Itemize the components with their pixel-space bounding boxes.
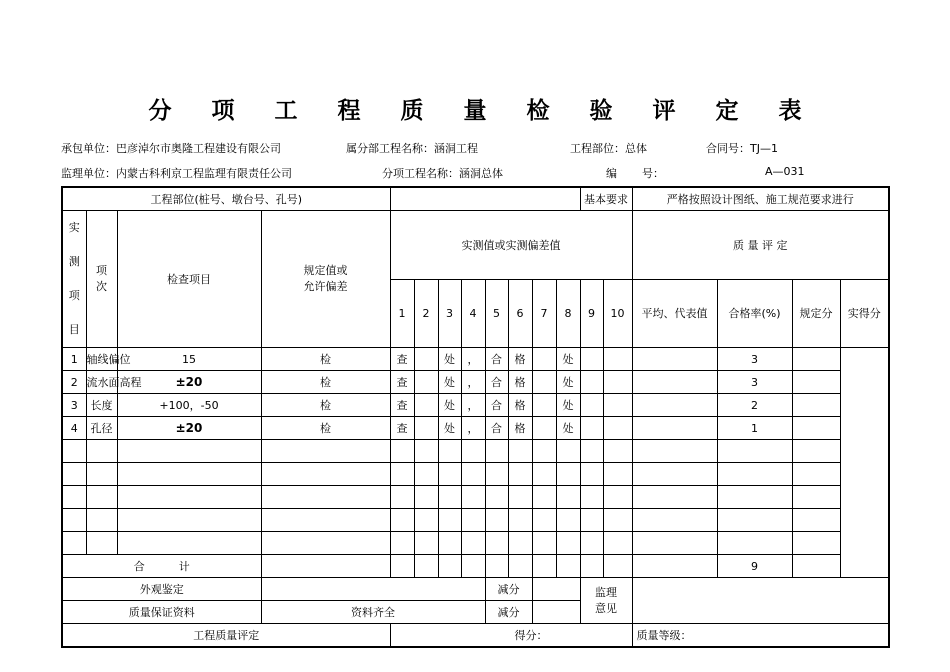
empty-cell <box>792 486 840 509</box>
item-name-field: 分项工程名称：涵洞总体 <box>382 167 503 180</box>
empty-row <box>62 463 889 486</box>
empty-cell <box>556 463 580 486</box>
item-no: 4 <box>62 417 86 440</box>
score-cell: 得分： <box>390 624 632 648</box>
empty-cell <box>390 440 414 463</box>
col-header: 3 <box>438 279 461 348</box>
spec-score-cell: 2 <box>717 394 792 417</box>
empty-cell <box>792 509 840 532</box>
empty-cell <box>508 486 532 509</box>
empty-cell <box>414 486 438 509</box>
measured-cell: 合 <box>485 417 508 440</box>
measured-cell <box>532 348 556 371</box>
spec-score-cell: 3 <box>717 348 792 371</box>
quality-table <box>61 186 890 648</box>
measured-cell: 检 <box>261 348 390 371</box>
measured-cell <box>532 417 556 440</box>
empty-cell <box>485 463 508 486</box>
empty-cell <box>556 440 580 463</box>
empty-cell <box>117 509 261 532</box>
measured-cell: 查 <box>390 348 414 371</box>
supervision-value <box>632 578 889 624</box>
spec-value: ±20 <box>117 371 261 394</box>
empty-cell <box>390 486 414 509</box>
empty-cell <box>508 463 532 486</box>
qa-docs-label: 质量保证资料 <box>62 601 261 624</box>
empty-cell <box>532 463 556 486</box>
table-row <box>62 348 889 371</box>
empty-cell <box>508 532 532 555</box>
spec-value: ±20 <box>117 417 261 440</box>
col-header: 1 <box>390 279 414 348</box>
table-row <box>62 394 889 417</box>
empty-row <box>62 532 889 555</box>
empty-cell <box>414 509 438 532</box>
empty-cell <box>603 463 632 486</box>
empty-cell <box>556 532 580 555</box>
empty-cell <box>414 532 438 555</box>
basic-req-value: 严格按照设计图纸、施工规范要求进行 <box>632 187 889 211</box>
empty-cell <box>603 440 632 463</box>
spec-score-header: 规定分 <box>792 279 840 348</box>
code-value: A—031 <box>765 165 805 178</box>
code-label-2: 号： <box>642 167 664 180</box>
avg-cell <box>603 348 632 371</box>
empty-cell <box>603 509 632 532</box>
measured-cell: 处 <box>438 348 461 371</box>
measured-cell <box>580 417 603 440</box>
measured-cell: 格 <box>508 394 532 417</box>
measured-cell: 处 <box>556 394 580 417</box>
empty-cell <box>717 440 792 463</box>
empty-cell <box>461 509 485 532</box>
empty-cell <box>532 486 556 509</box>
check-item-name: 孔径 <box>86 417 117 440</box>
spec-value: +100，-50 <box>117 394 261 417</box>
check-item-header: 检查项目 <box>117 211 261 348</box>
empty-cell <box>117 463 261 486</box>
pass-rate-cell <box>632 417 717 440</box>
measured-cell <box>414 417 438 440</box>
actual-score-cell <box>792 417 840 440</box>
code-label: 编 <box>606 167 617 180</box>
empty-cell <box>532 509 556 532</box>
empty-cell <box>62 532 86 555</box>
empty-cell <box>485 532 508 555</box>
part-label: 工程部位(桩号、墩台号、孔号) <box>62 187 390 211</box>
empty-cell <box>461 486 485 509</box>
avg-cell <box>603 394 632 417</box>
grade-cell: 质量等级： <box>632 624 889 648</box>
measured-cell: 合 <box>485 348 508 371</box>
empty-cell <box>532 440 556 463</box>
avg-cell <box>603 371 632 394</box>
supervision-label: 监理 意见 <box>580 578 632 624</box>
pass-rate-cell <box>632 348 717 371</box>
empty-cell <box>632 486 717 509</box>
measured-cell: 检 <box>261 371 390 394</box>
spec-score-cell: 3 <box>717 371 792 394</box>
measured-header: 实测值或实测偏差值 <box>390 211 632 280</box>
col-header: 5 <box>485 279 508 348</box>
empty-cell <box>556 509 580 532</box>
empty-cell <box>485 509 508 532</box>
deduct-label-1: 减分 <box>485 578 532 601</box>
empty-cell <box>508 509 532 532</box>
empty-cell <box>632 463 717 486</box>
measured-cell: 合 <box>485 394 508 417</box>
measured-cell: 检 <box>261 417 390 440</box>
measured-cell: 查 <box>390 371 414 394</box>
empty-cell <box>86 440 117 463</box>
empty-cell <box>632 532 717 555</box>
measured-cell: ， <box>461 371 485 394</box>
col-header: 2 <box>414 279 438 348</box>
empty-cell <box>62 463 86 486</box>
measured-cell <box>580 348 603 371</box>
empty-cell <box>580 440 603 463</box>
empty-cell <box>86 509 117 532</box>
col-header: 6 <box>508 279 532 348</box>
rating-label: 工程质量评定 <box>62 624 390 648</box>
col-header: 4 <box>461 279 485 348</box>
empty-cell <box>532 532 556 555</box>
empty-cell <box>580 532 603 555</box>
measured-cell: 处 <box>438 394 461 417</box>
empty-cell <box>438 440 461 463</box>
check-item-name: 流水面高程 <box>86 371 117 394</box>
empty-cell <box>792 440 840 463</box>
table-row <box>62 371 889 394</box>
empty-cell <box>438 532 461 555</box>
col-header: 9 <box>580 279 603 348</box>
actual-score-header: 实得分 <box>840 279 889 348</box>
sub-project-field: 属分部工程名称：涵洞工程 <box>346 142 478 155</box>
basic-req-label: 基本要求 <box>580 187 632 211</box>
empty-cell <box>117 486 261 509</box>
measured-cell: 处 <box>438 417 461 440</box>
spec-score-cell: 1 <box>717 417 792 440</box>
pass-rate-cell <box>632 371 717 394</box>
empty-cell <box>438 463 461 486</box>
empty-cell <box>717 532 792 555</box>
empty-cell <box>117 440 261 463</box>
empty-cell <box>86 532 117 555</box>
total-score: 9 <box>717 555 792 578</box>
measured-cell: 处 <box>556 417 580 440</box>
empty-cell <box>603 532 632 555</box>
contractor-field: 承包单位：巴彦淖尔市奥隆工程建设有限公司 <box>61 142 281 155</box>
measured-cell <box>414 371 438 394</box>
appearance-label: 外观鉴定 <box>62 578 261 601</box>
measured-cell: 处 <box>556 348 580 371</box>
empty-cell <box>438 486 461 509</box>
spec-value: 15 <box>117 348 261 371</box>
contract-no-field: 合同号：TJ—1 <box>706 142 778 155</box>
col-header: 10 <box>603 279 632 348</box>
empty-cell <box>580 486 603 509</box>
part-value <box>390 187 580 211</box>
measured-cell: 查 <box>390 417 414 440</box>
empty-cell <box>390 463 414 486</box>
measured-cell: 合 <box>485 371 508 394</box>
pass-rate-header: 合格率(%) <box>717 279 792 348</box>
avg-header: 平均、代表值 <box>632 279 717 348</box>
empty-cell <box>261 509 390 532</box>
measured-cell <box>532 394 556 417</box>
document-title: 分 项 工 程 质 量 检 验 评 定 表 <box>148 97 818 124</box>
measured-cell <box>580 371 603 394</box>
empty-cell <box>717 463 792 486</box>
deduct-label-2: 减分 <box>485 601 532 624</box>
empty-cell <box>461 440 485 463</box>
empty-cell <box>508 440 532 463</box>
empty-cell <box>632 440 717 463</box>
table-row <box>62 417 889 440</box>
empty-cell <box>261 440 390 463</box>
check-item-name: 轴线偏位 <box>86 348 117 371</box>
qa-docs-value: 资料齐全 <box>261 601 485 624</box>
measured-cell: 检 <box>261 394 390 417</box>
empty-cell <box>261 463 390 486</box>
empty-cell <box>632 509 717 532</box>
measured-cell <box>414 394 438 417</box>
deduct-value-2 <box>532 601 580 624</box>
empty-cell <box>792 463 840 486</box>
side-label: 实 测 项 目 <box>62 211 86 348</box>
empty-row <box>62 509 889 532</box>
empty-cell <box>117 532 261 555</box>
pass-rate-cell <box>632 394 717 417</box>
measured-cell: ， <box>461 394 485 417</box>
col-header: 7 <box>532 279 556 348</box>
item-no: 1 <box>62 348 86 371</box>
measured-cell <box>414 348 438 371</box>
empty-cell <box>62 440 86 463</box>
measured-cell: 查 <box>390 394 414 417</box>
measured-cell <box>580 394 603 417</box>
empty-cell <box>62 509 86 532</box>
empty-cell <box>792 532 840 555</box>
empty-cell <box>485 486 508 509</box>
col-header: 8 <box>556 279 580 348</box>
empty-cell <box>438 509 461 532</box>
quality-header: 质 量 评 定 <box>632 211 889 280</box>
empty-cell <box>603 486 632 509</box>
empty-cell <box>414 463 438 486</box>
deduct-value-1 <box>532 578 580 601</box>
measured-cell: 格 <box>508 417 532 440</box>
measured-cell: ， <box>461 417 485 440</box>
actual-score-cell <box>792 394 840 417</box>
empty-cell <box>580 509 603 532</box>
location-field: 工程部位：总体 <box>570 142 647 155</box>
empty-row <box>62 486 889 509</box>
measured-cell: 格 <box>508 371 532 394</box>
empty-cell <box>556 486 580 509</box>
total-label: 合 计 <box>62 555 261 578</box>
spec-header: 规定值或 允许偏差 <box>261 211 390 348</box>
empty-cell <box>580 463 603 486</box>
empty-cell <box>261 532 390 555</box>
empty-cell <box>261 486 390 509</box>
measured-cell: ， <box>461 348 485 371</box>
empty-cell <box>461 532 485 555</box>
measured-cell: 处 <box>438 371 461 394</box>
empty-cell <box>86 486 117 509</box>
item-no: 3 <box>62 394 86 417</box>
empty-cell <box>717 509 792 532</box>
avg-cell <box>603 417 632 440</box>
check-item-name: 长度 <box>86 394 117 417</box>
actual-score-cell <box>792 348 840 371</box>
empty-cell <box>86 463 117 486</box>
measured-cell <box>532 371 556 394</box>
measured-cell: 处 <box>556 371 580 394</box>
empty-cell <box>390 532 414 555</box>
empty-cell <box>485 440 508 463</box>
supervisor-field: 监理单位：内蒙古科利京工程监理有限责任公司 <box>61 167 292 180</box>
empty-cell <box>461 463 485 486</box>
item-no: 2 <box>62 371 86 394</box>
empty-cell <box>414 440 438 463</box>
item-no-header: 项 次 <box>86 211 117 348</box>
empty-cell <box>62 486 86 509</box>
empty-cell <box>717 486 792 509</box>
empty-row <box>62 440 889 463</box>
actual-score-cell <box>792 371 840 394</box>
empty-cell <box>390 509 414 532</box>
measured-cell: 格 <box>508 348 532 371</box>
appearance-value <box>261 578 485 601</box>
